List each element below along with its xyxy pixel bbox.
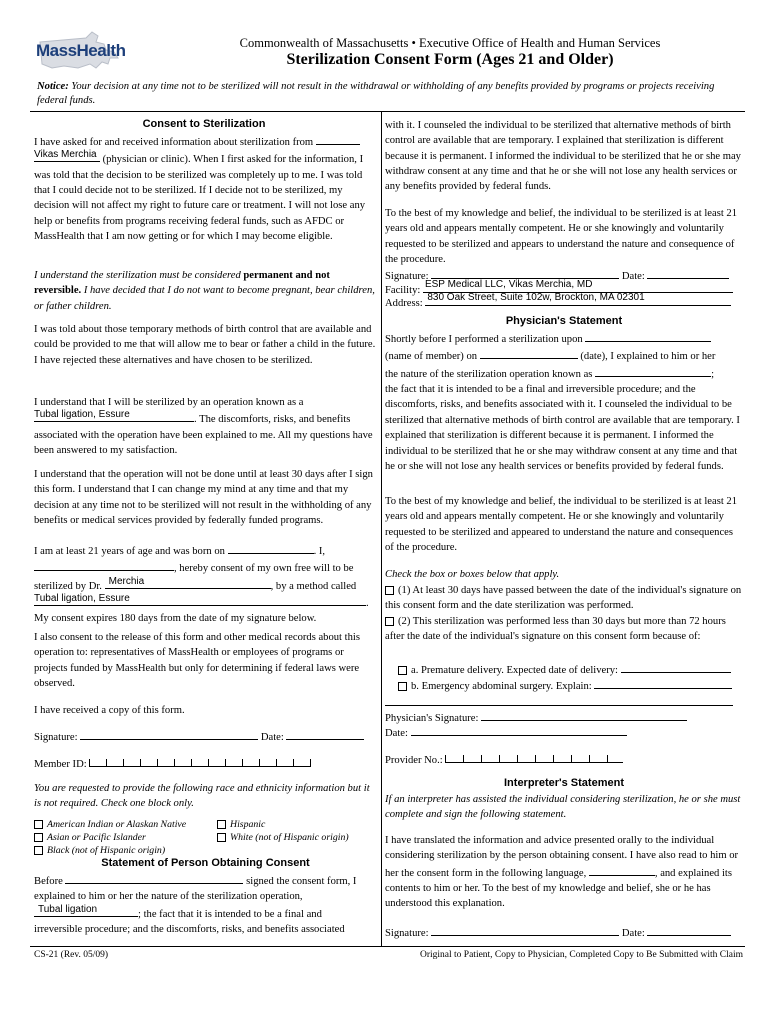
consent-p4-lead: I understand that I will be sterilized by an operation known as a <box>34 397 304 408</box>
consent-p6-method: , by a method called <box>270 580 357 592</box>
race-option-label: Hispanic <box>230 819 266 830</box>
option-1-label: (1) At least 30 days have passed between the date of the individual's signature on this consent form and the date sterilization was performed. <box>385 585 742 612</box>
consent-p6-dr: sterilized by Dr. <box>34 580 102 592</box>
physician-p1: Shortly before I performed a sterilization upon (name of member) on (date), I explained to him or her the nature of the sterilization operation known as ; the fact that it is intended to be a final and irreversible procedure; and the discomforts, risks, and benefits associated with it. I counseled the individual to be sterilized that alternative methods of birth control are available that are temporary. I explained that sterilization is different because it is permanent. I informed the individual to be sterilized that he or she may withdraw consent at any time and that he or she will not lose any health services or benefits provided by federal funds. <box>385 330 743 474</box>
consent-p6-i: . I, <box>313 546 326 557</box>
option-2a-label: a. Premature delivery. Expected date of delivery: <box>411 665 618 676</box>
consent-p6: I am at least 21 years of age and was born on . I, , hereby consent of my own free will to be sterilized by Dr. Merchia , by a method called Tubal ligation, Essure . My consent expires 180 days from the date of my signature below. <box>34 542 377 627</box>
consent-signature-row <box>34 728 377 743</box>
check-note: Check the box or boxes below that apply. <box>385 569 560 580</box>
race-option-label: Asian or Pacific Islander <box>47 832 146 843</box>
birth-date-field[interactable] <box>228 542 314 554</box>
consent-date-label: Date: <box>260 732 284 743</box>
provider-label: Provider No.: <box>385 755 443 766</box>
facility-value: ESP Medical LLC, Vikas Merchia, MD <box>424 279 593 290</box>
provider-row <box>385 751 623 766</box>
notice <box>37 80 743 109</box>
consent-p6-expiry: My consent expires 180 days from the date of my signature below. <box>34 613 317 625</box>
method-field-value: Tubal ligation, Essure <box>34 593 130 605</box>
race-option-4[interactable] <box>217 819 265 832</box>
physician-lead: Shortly before I performed a sterilization upon <box>385 334 583 345</box>
consent-date-field[interactable] <box>286 728 364 740</box>
address-label: Address: <box>385 298 423 309</box>
consent-p6-lead: I am at least 21 years of age and was born on <box>34 546 225 557</box>
race-note: You are requested to provide the following race and ethnicity information but it is not required. Check one block only. <box>34 783 370 810</box>
obtaining-before: Before <box>34 876 63 887</box>
interpreter-sig-label: Signature: <box>385 928 429 939</box>
interpreter-text <box>385 833 743 912</box>
physician-option-2a[interactable] <box>398 661 743 676</box>
checkbox[interactable] <box>34 846 43 855</box>
physician-field-value: Vikas Merchia <box>34 149 97 161</box>
race-option-3[interactable] <box>34 845 165 858</box>
obtaining-operation-value: Tubal ligation <box>38 903 98 915</box>
obtaining-heading: Statement of Person Obtaining Consent <box>101 857 310 869</box>
consent-p1-body: (physician or clinic). When I first asked for the information, I was told that the decision to be sterilized was completely up to me. I was told that I could decide not to be sterilized. If I decide not to be sterilized, my decision will not affect my right to future care or treatment. I will not lose any help or benefits from programs receiving federal funds, such as AFDC or MassHealth that I am now getting or for which I may become eligible. <box>34 154 366 243</box>
notice-label: Notice: <box>37 81 69 92</box>
physician-field[interactable] <box>34 150 100 162</box>
physician-sign-date-field[interactable] <box>411 724 627 736</box>
physician-operation-field[interactable] <box>595 365 711 377</box>
form-number: CS-21 (Rev. 05/09) <box>34 950 109 960</box>
obtaining-signature-field[interactable] <box>431 267 619 279</box>
interpreter-note: If an interpreter has assisted the individual considering sterilization, he or she must complete and sign the following statement. <box>385 794 741 821</box>
option-2b-label: b. Emergency abdominal surgery. Explain: <box>411 681 592 692</box>
obtaining-irreversible: irreversible procedure; and the discomforts, risks, and benefits associated <box>34 924 345 936</box>
option-2-label: (2) This sterilization was performed less than 30 days but more than 72 hours after the date of the individual's signature on this consent form because of: <box>385 616 726 643</box>
obtaining-explained: explained to him or her the nature of the sterilization operation, <box>34 891 303 903</box>
obtaining-date-label: Date: <box>621 271 645 282</box>
member-name-field[interactable] <box>34 559 174 571</box>
address-row <box>385 294 745 309</box>
interpreter-heading: Interpreter's Statement <box>504 777 624 789</box>
checkbox[interactable] <box>217 833 226 842</box>
physician-date-row <box>385 724 627 739</box>
race-option-5[interactable] <box>217 832 349 845</box>
physician-date-field[interactable] <box>480 347 578 359</box>
physician-p2: To the best of my knowledge and belief, the individual to be sterilized is at least 21 years old and appears mentally competent. He or she knowingly and voluntarily requested to be sterilized and appeared to understand the nature and consequences of the procedure. <box>385 496 737 554</box>
obtaining-left-text <box>34 872 377 937</box>
column-divider <box>381 112 382 947</box>
operation-field[interactable] <box>34 410 194 422</box>
consent-p6-consent: , hereby consent of my own free will to be <box>174 563 354 575</box>
physician-date-label: Date: <box>385 728 408 739</box>
delivery-date-field[interactable] <box>621 661 731 673</box>
consent-signature-field[interactable] <box>80 728 258 740</box>
consent-p8: I have received a copy of this form. <box>34 705 185 716</box>
physician-option-2[interactable] <box>385 614 743 645</box>
doctor-field-value: Merchia <box>108 575 145 587</box>
distribution-note: Original to Patient, Copy to Physician, Completed Copy to Be Submitted with Claim <box>420 950 743 960</box>
consent-p1 <box>34 133 377 245</box>
language-field[interactable] <box>589 864 655 876</box>
checkbox[interactable] <box>34 820 43 829</box>
checkbox[interactable] <box>217 820 226 829</box>
consent-p3: I was told about those temporary methods of birth control that are available and could be provided to me that will allow me to bear or father a child in the future. I have rejected these alternatives and have chosen to be sterilized. <box>34 324 376 366</box>
interpreter-body: I have translated the information and advice presented orally to the individual considering sterilization by the person obtaining consent. I have also read to him or her the consent form in the following language, <box>385 835 739 879</box>
header-rule <box>30 111 745 112</box>
race-option-label: Black (not of Hispanic origin) <box>47 845 166 856</box>
physician-heading: Physician's Statement <box>505 315 623 327</box>
blank-line <box>316 133 360 145</box>
consent-p1-lead: I have asked for and received information about sterilization from <box>34 137 314 148</box>
consent-p2 <box>34 268 377 314</box>
race-option-label: White (not of Hispanic origin) <box>230 832 349 843</box>
physician-explained: (date), I explained to him or her <box>580 351 716 363</box>
physician-body: the fact that it is intended to be a final and irreversible procedure; and the discomforts, risks, and benefits associated with it. I counseled the individual to be sterilized that alternative methods of birth control are available that are temporary. I explained that sterilization is different because it is permanent. I informed the individual to be sterilized that he or she may withdraw consent at any time and that he or she will not lose any health services or benefits provided by federal funds. <box>385 384 740 472</box>
consent-p2-bold: permanent and not reversible. <box>34 270 330 297</box>
operation-field-value: Tubal ligation, Essure <box>34 409 130 421</box>
address-value: 830 Oak Street, Suite 102w, Brockton, MA 02301 <box>427 292 645 303</box>
address-field[interactable] <box>425 294 731 306</box>
race-option-label: American Indian or Alaskan Native <box>47 819 187 830</box>
provider-number-field[interactable] <box>445 751 623 763</box>
race-option-1[interactable] <box>34 819 186 832</box>
physician-member-field[interactable] <box>585 330 711 342</box>
member-id-label: Member ID: <box>34 759 87 770</box>
interpreter-date-label: Date: <box>621 928 645 939</box>
notice-text: Your decision at any time not to be sterilized will not result in the withdrawal or withholding of any benefits provided by programs or projects receiving federal funds. <box>37 81 715 107</box>
explain-line-2 <box>385 705 733 706</box>
obtaining-operation-field[interactable] <box>34 905 138 917</box>
doctor-field[interactable] <box>105 577 271 589</box>
physician-signature-row <box>385 709 687 724</box>
obtaining-member-field[interactable] <box>65 872 243 884</box>
physician-signature-field[interactable] <box>481 709 687 721</box>
physician-option-1[interactable] <box>385 583 743 614</box>
consent-p5: I understand that the operation will not be done until at least 30 days after I sign this form. I understand that I can change my mind at any time and that my decision at any time not to be sterilized will not result in the withholding of any benefits or medical services provided by federally funded programs. <box>34 469 373 527</box>
consent-sig-label: Signature: <box>34 732 78 743</box>
obtaining-date-field[interactable] <box>647 267 729 279</box>
consent-p4-body: . The discomforts, risks, and benefits associated with the operation have been explained to me. All my questions have been answered to my satisfaction. <box>34 414 373 457</box>
obtaining-sig-label: Signature: <box>385 271 429 282</box>
checkbox[interactable] <box>34 833 43 842</box>
explain-field[interactable] <box>594 677 732 689</box>
facility-label: Facility: <box>385 285 421 296</box>
consent-heading: Consent to Sterilization <box>142 118 266 130</box>
consent-p7: I also consent to the release of this form and other medical records about this operation to: representatives of MassHealth or employees of programs or projects funded by MassHealth but only for determining if federal laws were observed. <box>34 632 360 690</box>
physician-sig-label: Physician's Signature: <box>385 713 479 724</box>
interpreter-body-2: , and explained its contents to him or her. To the best of my knowledge and belief, she or he has understood this explanation. <box>385 867 732 910</box>
consent-p2-lead: I understand the sterilization must be considered <box>34 270 244 281</box>
masshealth-logo <box>34 28 126 78</box>
checkbox[interactable] <box>385 586 394 595</box>
interpreter-date-field[interactable] <box>647 924 731 936</box>
checkbox[interactable] <box>398 682 407 691</box>
member-id-field[interactable] <box>89 755 311 767</box>
checkbox[interactable] <box>398 666 407 675</box>
footer-rule <box>30 946 745 947</box>
member-id-row <box>34 755 311 770</box>
obtaining-final: ; the fact that it is intended to be a final and <box>138 908 322 920</box>
physician-name-of: (name of member) on <box>385 351 478 363</box>
form-title: Sterilization Consent Form (Ages 21 and Older) <box>286 51 614 68</box>
obtaining-signed: signed the consent form, I <box>246 876 357 887</box>
consent-p4 <box>34 395 377 458</box>
obtaining-right-p2: To the best of my knowledge and belief, the individual to be sterilized is at least 21 years old and appears mentally competent. He or she knowingly and voluntarily requested to be sterilized and appears to understand the nature and consequence of the procedure. <box>385 208 737 266</box>
interpreter-signature-field[interactable] <box>431 924 619 936</box>
checkbox[interactable] <box>385 617 394 626</box>
logo-text: MassHealth <box>36 41 126 60</box>
physician-option-2b[interactable] <box>398 677 743 692</box>
race-option-2[interactable] <box>34 832 146 845</box>
interpreter-signature-row <box>385 924 745 939</box>
obtaining-right-p1: with it. I counseled the individual to be sterilized that alternative methods of birth control are available that are temporary. I explained that sterilization is different because it is permanent. I informed the individual to be sterilized that he or she may withdraw consent at any time and that he or she will not lose any health services or any benefits provided by federal funds. <box>385 120 741 193</box>
agency-line: Commonwealth of Massachusetts • Executive Office of Health and Human Services <box>239 36 661 50</box>
method-field[interactable] <box>34 594 366 606</box>
physician-known-as: the nature of the sterilization operation known as <box>385 368 593 380</box>
consent-p2-tail: I have decided that I do not want to become pregnant, bear children, or father children. <box>34 285 375 312</box>
